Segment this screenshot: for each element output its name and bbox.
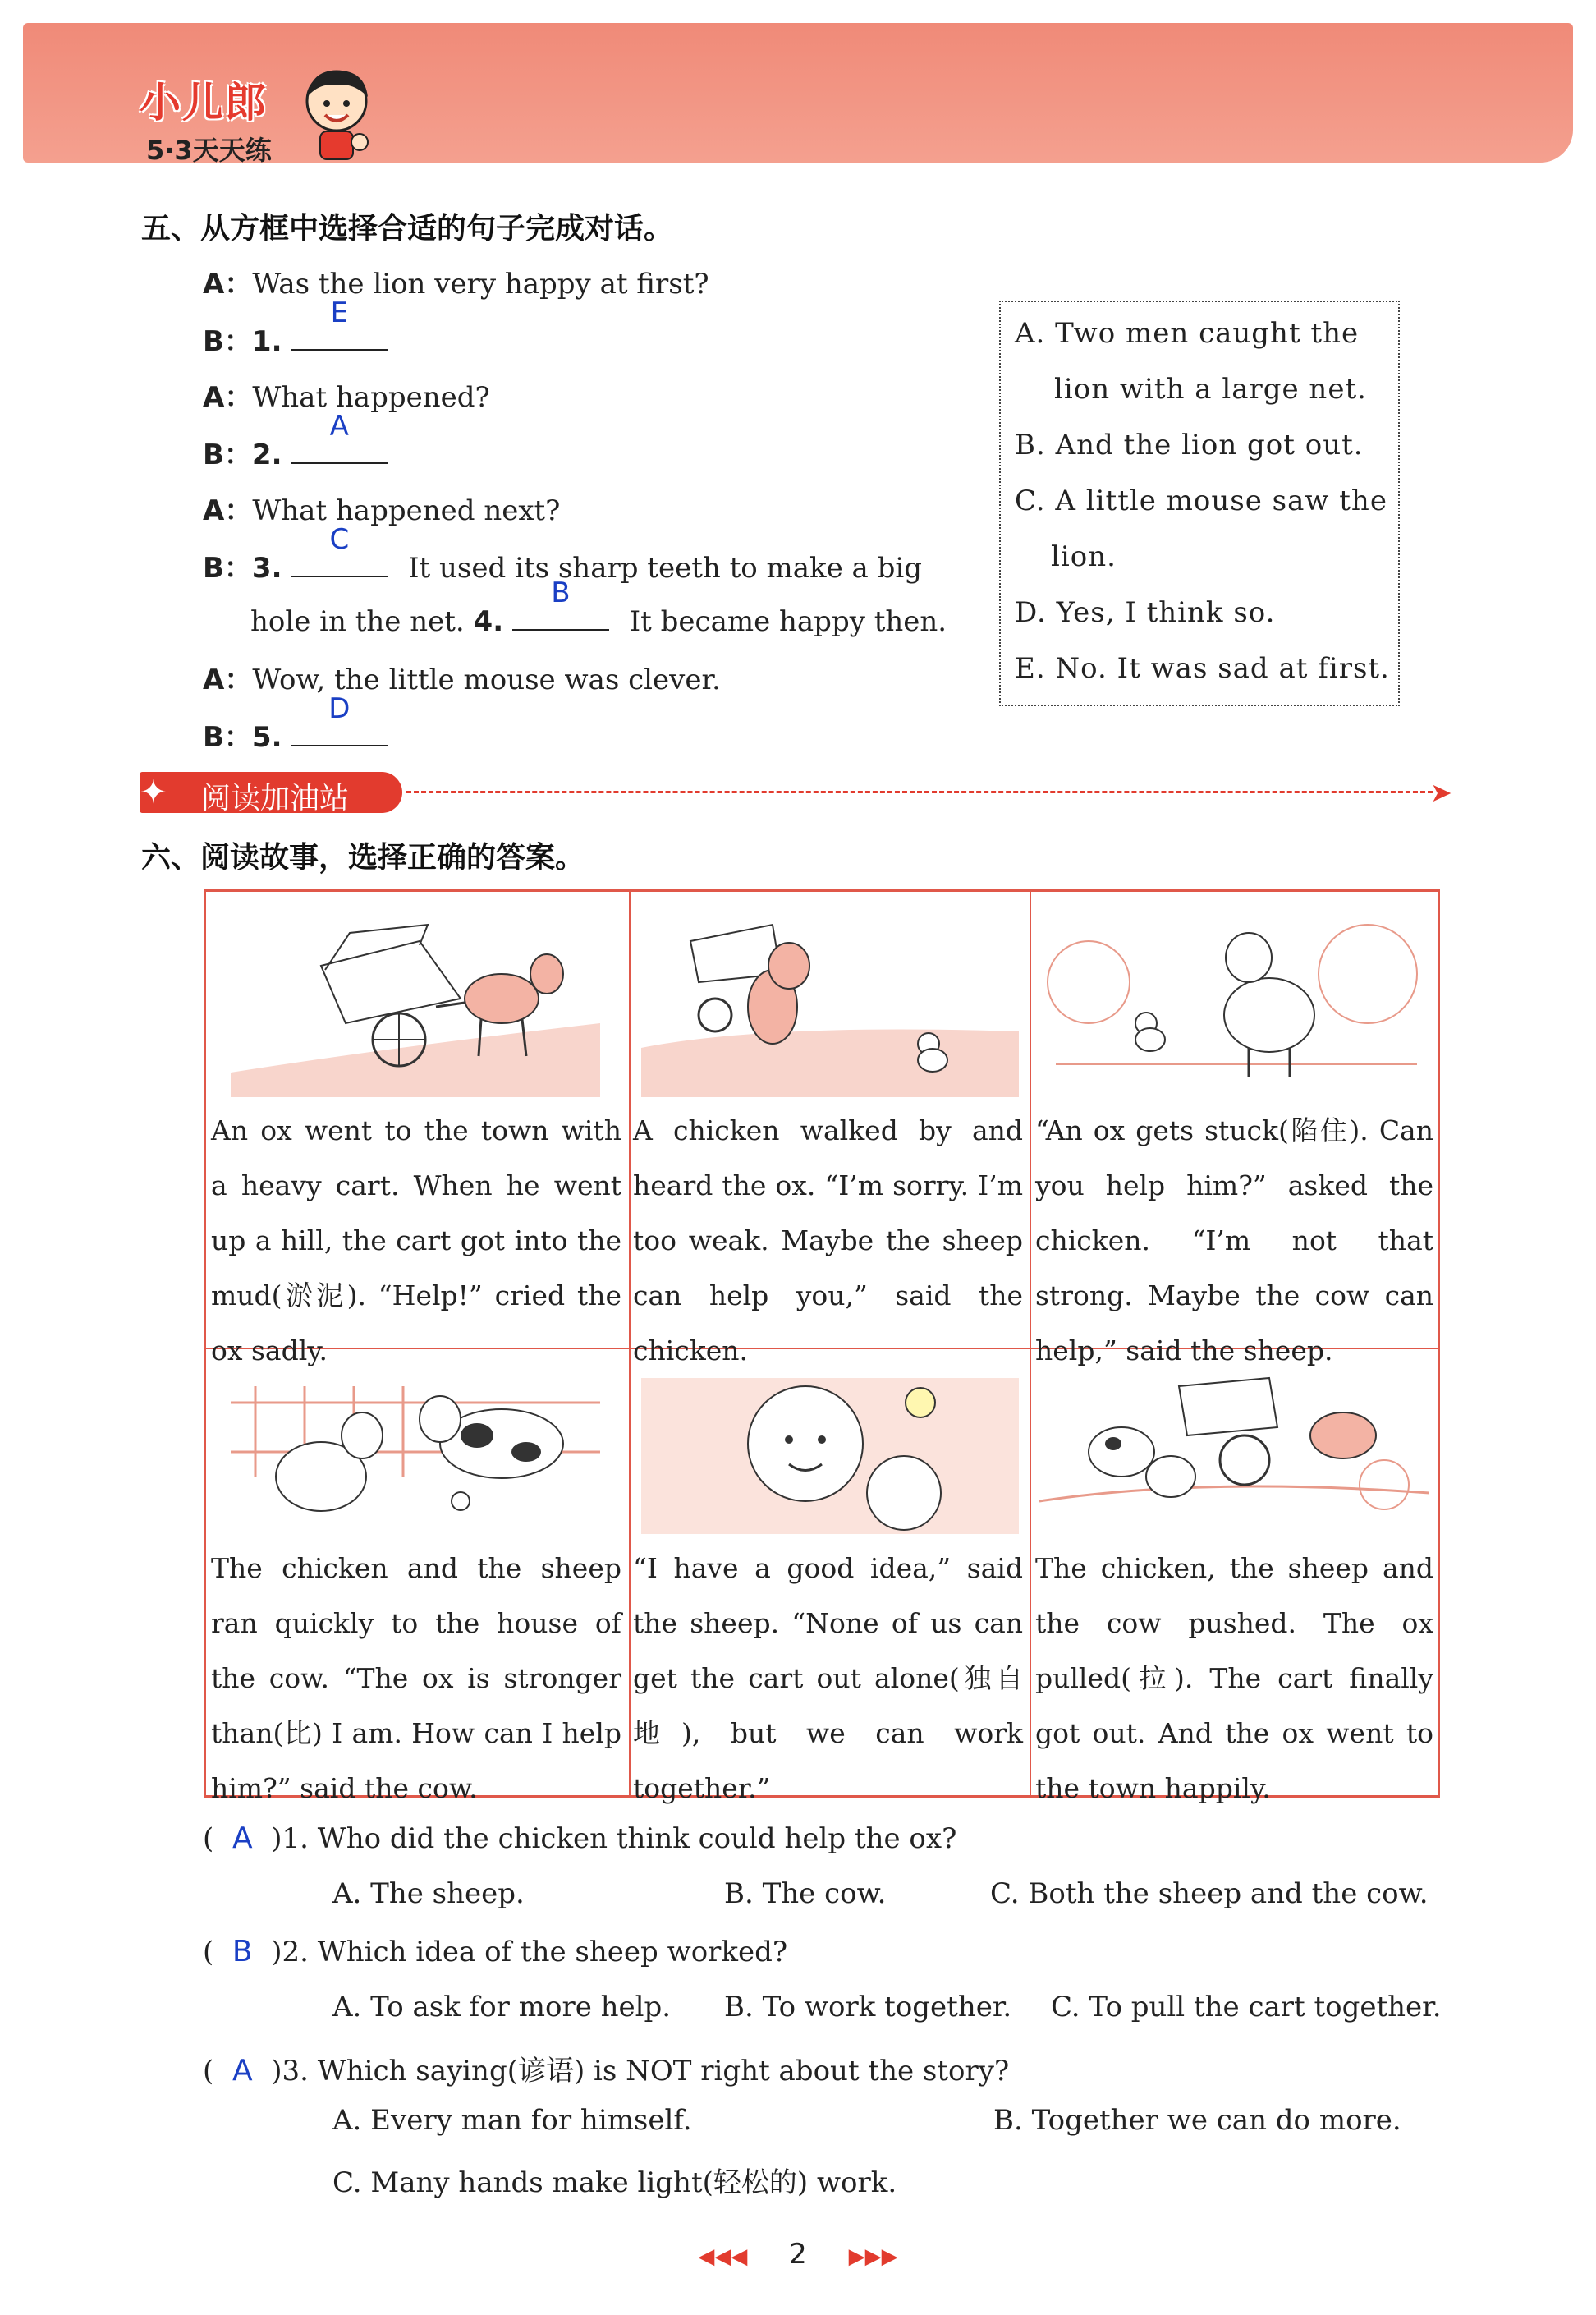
- q3-option-c: C. Many hands make light(轻松的) work.: [332, 2166, 897, 2199]
- section6-title: 六、阅读故事，选择正确的答案。: [141, 841, 585, 875]
- dialogue-line-8: A：Wow, the little mouse was clever.: [203, 664, 721, 696]
- story-panel-2: A chicken walked by and heard the ox. “I’m sorry. I’m too weak. Maybe the sheep can help you,” said the chicken.: [633, 1114, 1023, 1366]
- dialogue-line-4: B：2. A: [203, 432, 388, 472]
- story-grid: [204, 889, 1440, 1804]
- story-panel-5: “I have a good idea,” said the sheep. “None of us can get the cart out alone(独自地), but we can work together.”: [633, 1552, 1023, 1804]
- q1-option-a: A. The sheep.: [332, 1877, 525, 1910]
- question-3: ( A )3. Which saying(谚语) is NOT right about the story?: [203, 2054, 1010, 2088]
- option-d: D. Yes, I think so.: [1015, 596, 1276, 629]
- prev-arrows-icon: ◀◀◀: [698, 2244, 748, 2269]
- banner-arrow-icon: ➤: [1430, 777, 1452, 808]
- banner-label: 阅读加油站: [201, 782, 350, 815]
- q2-option-b: B. To work together.: [724, 1991, 1012, 2023]
- answer-blank-3[interactable]: C: [291, 548, 388, 577]
- logo-main: 小儿郎: [140, 79, 268, 126]
- answer-blank-2[interactable]: A: [291, 434, 388, 464]
- q1-option-c: C. Both the sheep and the cow.: [990, 1877, 1429, 1910]
- logo-sub: 5·3天天练: [146, 135, 272, 166]
- banner-dashed-line: [406, 791, 1433, 793]
- question-2: ( B )2. Which idea of the sheep worked?: [203, 1935, 788, 1968]
- grid-divider: [629, 892, 631, 1795]
- q2-option-a: A. To ask for more help.: [332, 1991, 672, 2023]
- answer-blank-5[interactable]: D: [291, 717, 388, 746]
- story-panel-3: “An ox gets stuck(陷住). Can you help him?” asked the chicken. “I’m not that strong. Maybe the cow can help,” said the sheep.: [1035, 1114, 1433, 1366]
- dialogue-line-2: B：1. E: [203, 319, 388, 359]
- next-arrows-icon: ▶▶▶: [848, 2244, 898, 2269]
- dialogue-line-6: B：3. C It used its sharp teeth to make a big: [203, 523, 923, 585]
- q3-option-a: A. Every man for himself.: [332, 2104, 692, 2137]
- question-1: ( A )1. Who did the chicken think could help the ox?: [203, 1821, 957, 1855]
- mascot-boy-icon: [296, 64, 378, 163]
- section5-title: 五、从方框中选择合适的句子完成对话。: [141, 212, 674, 246]
- dialogue-line-5: A：What happened next?: [203, 494, 561, 527]
- question-1-answer[interactable]: A: [232, 1821, 253, 1855]
- sheep-idea-illustration: [641, 1362, 1019, 1534]
- dialogue-line-7: hole in the net. 4. B It became happy then.: [250, 576, 947, 638]
- option-a: A. Two men caught the: [1015, 317, 1360, 350]
- story-panel-6: The chicken, the sheep and the cow pushed. The ox pulled(拉). The cart finally got out. And the ox went to the town happily.: [1035, 1552, 1433, 1804]
- option-c: C. A little mouse saw the: [1015, 485, 1387, 517]
- option-b: B. And the lion got out.: [1015, 429, 1364, 462]
- grid-divider: [1030, 892, 1031, 1795]
- question-3-answer[interactable]: A: [232, 2054, 253, 2088]
- q2-option-c: C. To pull the cart together.: [1051, 1991, 1442, 2023]
- answer-blank-4[interactable]: B: [512, 601, 609, 631]
- q3-option-b: B. Together we can do more.: [993, 2104, 1401, 2137]
- option-c-cont: lion.: [1051, 540, 1117, 573]
- animals-pushing-illustration: [1039, 1362, 1429, 1534]
- runner-icon: ✦: [140, 774, 167, 811]
- page-footer: [0, 2238, 1596, 2271]
- q1-option-b: B. The cow.: [724, 1877, 887, 1910]
- question-2-answer[interactable]: B: [232, 1935, 253, 1968]
- story-panel-4: The chicken and the sheep ran quickly to the house of the cow. “The ox is stronger than(比) I am. How can I help him?” said the cow.: [211, 1552, 621, 1804]
- story-panel-1: An ox went to the town with a heavy cart. When he went up a hill, the cart got into the mud(淤泥). “Help!” cried the ox sadly.: [211, 1114, 621, 1366]
- option-a-cont: lion with a large net.: [1054, 373, 1367, 406]
- answer-blank-1[interactable]: E: [291, 321, 388, 351]
- option-e: E. No. It was sad at first.: [1015, 652, 1390, 685]
- sheep-cow-illustration: [222, 1362, 608, 1534]
- dialogue-line-3: A：What happened?: [203, 381, 490, 414]
- dialogue-line-9: B：5. D: [203, 714, 388, 755]
- dialogue-line-1: A：Was the lion very happy at first?: [203, 268, 709, 301]
- page-number: 2: [789, 2238, 807, 2271]
- sheep-chicken-illustration: [1039, 908, 1429, 1097]
- ox-cart-illustration: [222, 908, 608, 1097]
- chicken-ox-illustration: [641, 908, 1019, 1097]
